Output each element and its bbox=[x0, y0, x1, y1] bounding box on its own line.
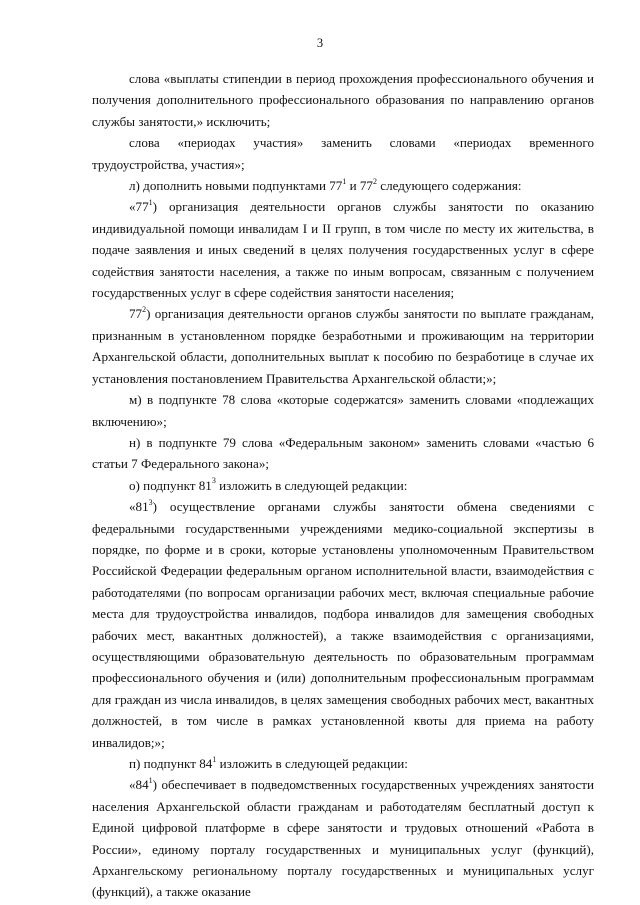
paragraph: $77^2$) организация деятельности органов службы занятости по выплате гражданам, признанным в установленном порядке безработными и проживающим на территории Архангельской области, дополнительных выплат к пособию по безработице в случае их установления постановлением Правительства Архангельской области;»; bbox=[92, 305, 594, 386]
paragraph: о) подпункт $81^3$ изложить в следующей редакции: bbox=[129, 476, 408, 493]
paragraph: «$77^1$) организация деятельности органов службы занятости по оказанию индивидуальной помощи инвалидам I и II групп, в том числе по месту их жительства, в подаче заявления и иных сведений в целях получения государственных услуг в сфере содействия занятости населения, а также по иным вопросам, связанным с получением государственных услуг в сфере содействия занятости населения; bbox=[92, 198, 594, 301]
paragraph: м) в подпункте 78 слова «которые содержатся» заменить словами «подлежащих включению»; bbox=[92, 392, 594, 429]
paragraph: «$84^1$) обеспечивает в подведомственных государственных учреждениях занятости населения Архангельской области гражданам и работодателям бесплатный доступ к Единой цифровой платформе в сфере занятости и трудовых отношений «Работа в России», единому порталу государственных и муниципальных услуг (функций), Архангельскому региональному порталу государственных и муниципальных услуг (функций), а также оказание bbox=[92, 776, 594, 900]
paragraph: п) подпункт $84^1$ изложить в следующей редакции: bbox=[129, 754, 408, 771]
document-body bbox=[92, 68, 594, 903]
paragraph: н) в подпункте 79 слова «Федеральным законом» заменить словами «частью 6 статьи 7 Федерального закона»; bbox=[92, 434, 594, 472]
page-number: 3 bbox=[316, 36, 324, 50]
paragraph: слова «выплаты стипендии в период прохождения профессионального обучения и получения дополнительного профессионального образования по направлению органов службы занятости,» исключить; bbox=[92, 71, 594, 129]
paragraph: «$81^3$) осуществление органами службы занятости обмена сведениями с федеральными государственными учреждениями медико-социальной экспертизы в порядке, по форме и в сроки, которые установлены уполномоченным Правительством Российской Федерации федеральным органом исполнительной власти, взаимодействия с работодателями (по вопросам организации рабочих мест, включая специальные рабочие места для трудоустройства инвалидов, подбора инвалидов для замещения свободных рабочих мест, вакантных должностей), а также взаимодействия с организациями, осуществляющими образовательную деятельность по образовательным программам профессионального обучения и (или) дополнительным профессиональным программам для граждан из числа инвалидов, в целях замещения свободных рабочих мест, вакантных должностей, в том числе в рамках установленной квоты для приема на работу инвалидов;»; bbox=[92, 497, 594, 750]
paragraph: л) дополнить новыми подпунктами $77^1$ и $77^2$ следующего содержания: bbox=[129, 176, 522, 194]
paragraph: слова «периодах участия» заменить словами «периодах временного трудоустройства, участия»; bbox=[92, 135, 594, 172]
